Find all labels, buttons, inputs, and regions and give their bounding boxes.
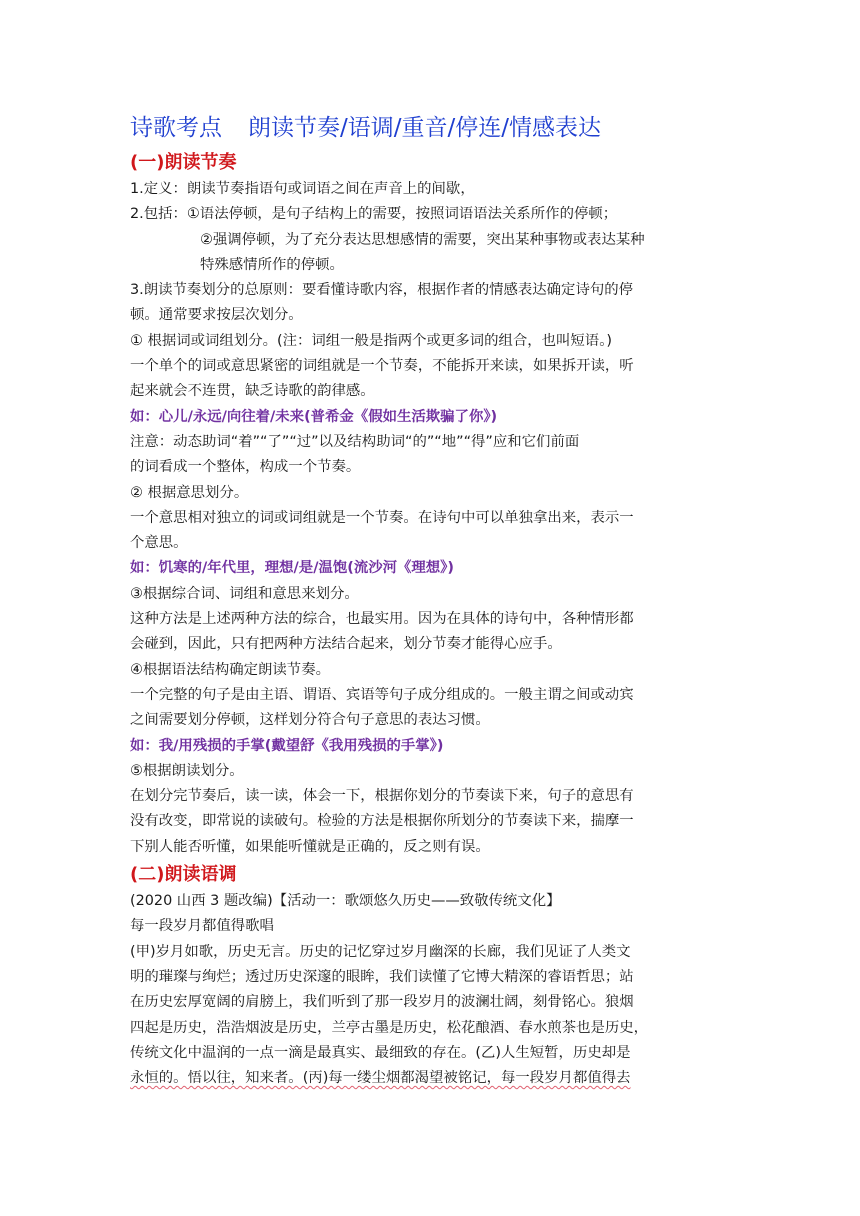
paragraph-line: 3.朗读节奏划分的总原则：要看懂诗歌内容，根据作者的情感表达确定诗句的停 — [130, 282, 634, 299]
paragraph-line: 下别人能否听懂，如果能听懂就是正确的，反之则有误。 — [130, 838, 490, 855]
paragraph-line: 在历史宏厚宽阔的肩膀上，我们听到了那一段岁月的波澜壮阔，刻骨铭心。狼烟 — [130, 994, 634, 1011]
underlined-text: 永恒的。悟以往，知来者。(丙)每一缕尘烟都渴望被铭记，每一段岁月都值得去 — [130, 1070, 631, 1087]
paragraph-line-underlined — [130, 1066, 730, 1091]
paragraph-line: 明的璀璨与绚烂；透过历史深邃的眼眸，我们读懂了它博大精深的睿语哲思；站 — [130, 968, 634, 985]
paragraph-line: (甲)岁月如歌，历史无言。历史的记忆穿过岁月幽深的长廊，我们见证了人类文 — [130, 943, 631, 960]
paragraph-line: 特殊感情所作的停顿。 — [200, 256, 344, 273]
document-page — [130, 108, 730, 1091]
paragraph-line: 注意：动态助词“着”“了”“过”以及结构助词“的”“地”“得”应和它们前面 — [130, 433, 580, 450]
paragraph-line: 2.包括：①语法停顿，是句子结构上的需要，按照词语语法关系所作的停顿； — [130, 206, 618, 223]
example-line: 如：我/用残损的手掌(戴望舒《我用残损的手掌》) — [130, 737, 444, 754]
example-line: 如：饥寒的/年代里，理想/是/温饱(流沙河《理想》) — [130, 560, 454, 577]
paragraph-line: 没有改变，即常说的读破句。检验的方法是根据你所划分的节奏读下来，揣摩一 — [130, 813, 634, 830]
source-line: (2020 山西 3 题改编)【活动一：歌颂悠久历史——致敬传统文化】 — [130, 893, 561, 910]
paragraph-line: 四起是历史，浩浩烟波是历史，兰亭古墨是历史，松花酿酒、春水煎茶也是历史， — [130, 1019, 649, 1036]
paragraph-line: 之间需要划分停顿，这样划分符合句子意思的表达习惯。 — [130, 712, 490, 729]
page-title — [130, 108, 730, 148]
title-topic: 诗歌考点 — [130, 115, 222, 141]
paragraph-line: 一个单个的词或意思紧密的词组就是一个节奏，不能拆开来读，如果拆开读，听 — [130, 358, 634, 375]
paragraph-line: 的词看成一个整体，构成一个节奏。 — [130, 459, 361, 476]
paragraph-line: 会碰到，因此，只有把两种方法结合起来，划分节奏才能得心应手。 — [130, 636, 562, 653]
paragraph-line: 顿。通常要求按层次划分。 — [130, 307, 303, 324]
paragraph-line: 起来就会不连贯，缺乏诗歌的韵律感。 — [130, 383, 375, 400]
section-heading-rhythm: (一)朗读节奏 — [130, 152, 237, 173]
paragraph-line: 一个意思相对独立的词或词组就是一个节奏。在诗句中可以单独拿出来，表示一 — [130, 509, 634, 526]
paragraph-line: ②强调停顿，为了充分表达思想感情的需要，突出某种事物或表达某种 — [200, 231, 645, 248]
paragraph-line: 1.定义：朗读节奏指语句或词语之间在声音上的间歇， — [130, 181, 475, 197]
paragraph-line: ② 根据意思划分。 — [130, 484, 249, 501]
title-subtopics: 朗读节奏/语调/重音/停连/情感表达 — [248, 115, 601, 141]
section-heading-intonation: (二)朗读语调 — [130, 864, 237, 886]
paragraph-line: 传统文化中温润的一点一滴是最真实、最细致的存在。(乙)人生短暂，历史却是 — [130, 1044, 631, 1061]
example-line: 如：心儿/永远/向往着/未来(普希金《假如生活欺骗了你》) — [130, 408, 498, 425]
paragraph-line: ③根据综合词、词组和意思来划分。 — [130, 585, 359, 602]
paragraph-line: 在划分完节奏后，读一读，体会一下，根据你划分的节奏读下来，句子的意思有 — [130, 788, 634, 805]
paragraph-line: 这种方法是上述两种方法的综合，也最实用。因为在具体的诗句中，各种情形都 — [130, 611, 634, 628]
paragraph-line: ④根据语法结构确定朗读节奏。 — [130, 661, 330, 678]
passage-title: 每一段岁月都值得歌唱 — [130, 918, 274, 935]
paragraph-line: 个意思。 — [130, 535, 188, 552]
paragraph-line: ① 根据词或词组划分。(注：词组一般是指两个或更多词的组合，也叫短语。) — [130, 332, 613, 349]
paragraph-line: ⑤根据朗读划分。 — [130, 762, 244, 779]
paragraph-line: 一个完整的句子是由主语、谓语、宾语等句子成分组成的。一般主谓之间或动宾 — [130, 686, 634, 703]
